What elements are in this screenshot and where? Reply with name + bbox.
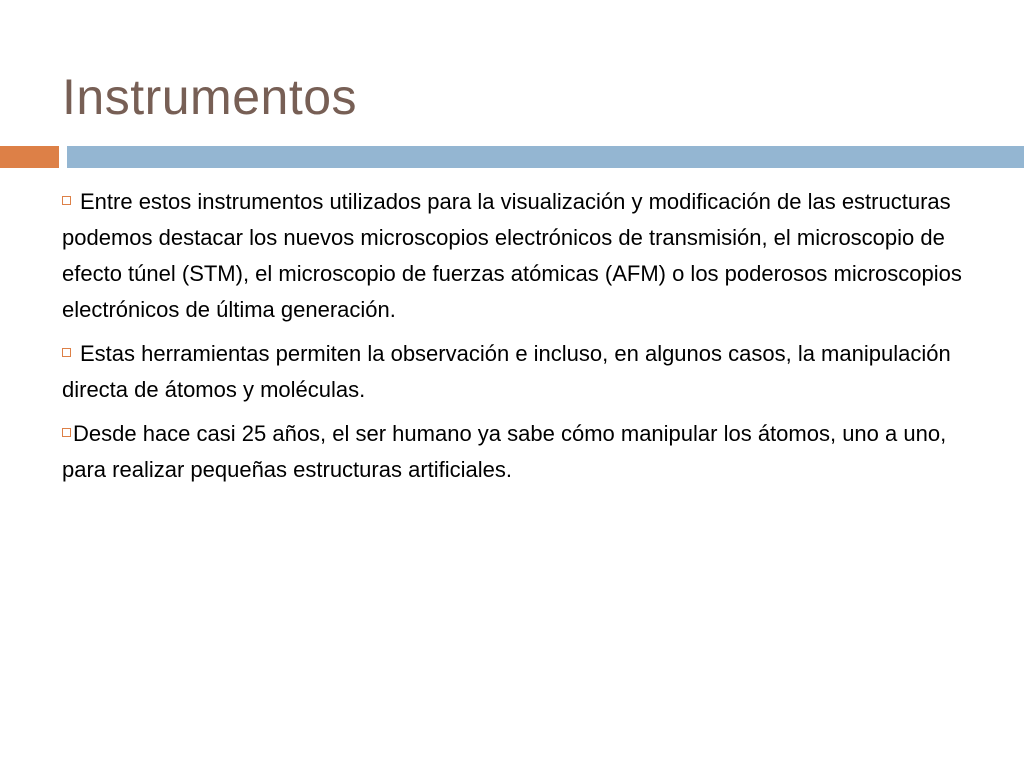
slide-body [62, 184, 962, 496]
bullet-paragraph-1 [62, 184, 962, 328]
title-accent-bar [0, 146, 59, 168]
bullet-paragraph-2 [62, 336, 962, 408]
title-divider-bar [67, 146, 1024, 168]
square-bullet-icon [62, 196, 71, 205]
bullet-text: Estas herramientas permiten la observación e incluso, en algunos casos, la manipulación directa de átomos y moléculas. [62, 341, 951, 402]
square-bullet-icon [62, 428, 71, 437]
slide-title: Instrumentos [62, 69, 358, 125]
square-bullet-icon [62, 348, 71, 357]
bullet-text: Entre estos instrumentos utilizados para la visualización y modificación de las estructuras podemos destacar los nuevos microscopios electrónicos de transmisión, el microscopio de efecto túnel (STM), el microscopio de fuerzas atómicas (AFM) o los poderosos microscopios electrónicos de última generación. [62, 189, 962, 322]
bullet-paragraph-3 [62, 416, 962, 488]
bullet-text: Desde hace casi 25 años, el ser humano ya sabe cómo manipular los átomos, uno a uno, para realizar pequeñas estructuras artificiales. [62, 421, 947, 482]
